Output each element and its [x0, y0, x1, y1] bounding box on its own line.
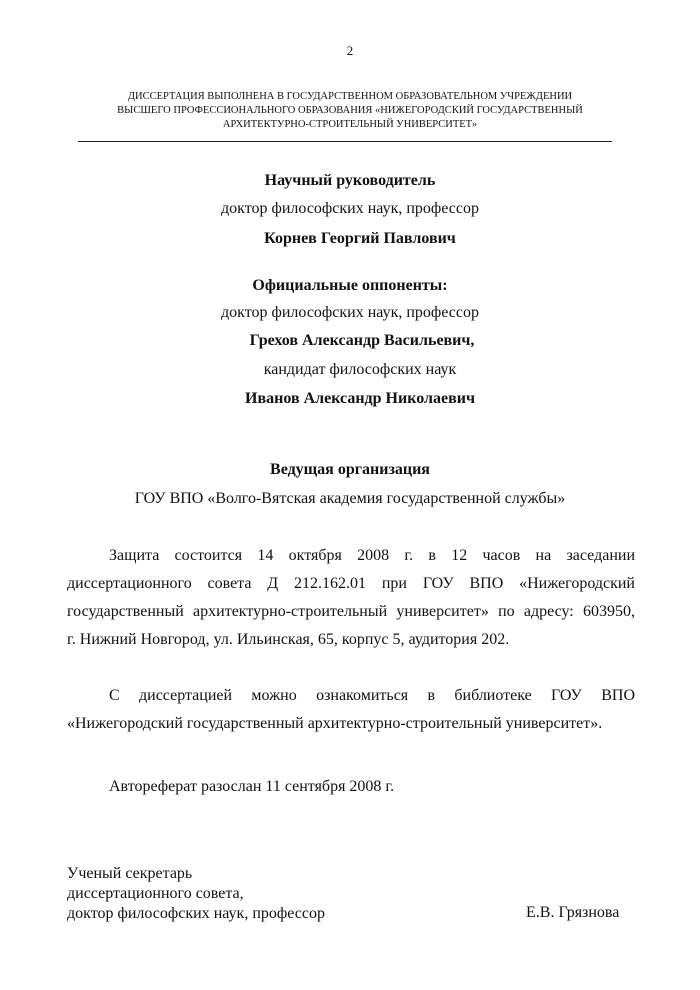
supervisor-name: Корнев Георгий Павлович [264, 230, 456, 247]
page-number: 2 [346, 43, 354, 58]
supervisor-heading: Научный руководитель [264, 172, 436, 189]
secretary-name: Е.В. Грязнова [526, 904, 620, 921]
institution-header [70, 90, 630, 132]
secretary-title: Ученый секретарь [67, 865, 193, 882]
opponent-degree: кандидат философских наук [263, 361, 457, 378]
supervisor-degree: доктор философских наук, профессор [221, 200, 479, 217]
defense-line: г. Нижний Новгород, ул. Ильинская, 65, корпус 5, аудитория 202. [67, 631, 510, 648]
secretary-block [67, 864, 325, 924]
defense-line: диссертационного совета Д 212.162.01 при ГОУ ВПО «Нижегородский [67, 575, 635, 592]
leading-org-name: ГОУ ВПО «Волго-Вятская академия государственной службы» [134, 490, 566, 507]
opponent-name: Грехов Александр Васильевич, [249, 332, 475, 349]
library-paragraph [67, 682, 635, 738]
defense-line: государственный архитектурно-строительный университет» по адресу: 603950, [67, 603, 635, 620]
secretary-title: диссертационного совета, [67, 885, 244, 902]
leading-org-heading: Ведущая организация [270, 461, 430, 478]
secretary-title: доктор философских наук, профессор [67, 905, 325, 922]
defense-line: Защита состоится 14 октября 2008 г. в 12 часов на заседании [109, 547, 635, 564]
header-line: ДИССЕРТАЦИЯ ВЫПОЛНЕНА В ГОСУДАРСТВЕННОМ ОБРАЗОВАТЕЛЬНОМ УЧРЕЖДЕНИИ [127, 91, 573, 102]
header-line: ВЫСШЕГО ПРОФЕССИОНАЛЬНОГО ОБРАЗОВАНИЯ «НИЖЕГОРОДСКИЙ ГОСУДАРСТВЕННЫЙ [117, 105, 583, 116]
header-divider [78, 141, 612, 142]
header-line: АРХИТЕКТУРНО-СТРОИТЕЛЬНЫЙ УНИВЕРСИТЕТ» [222, 119, 478, 130]
library-line: С диссертацией можно ознакомиться в библиотеке ГОУ ВПО [109, 687, 635, 704]
library-line: «Нижегородский государственный архитектурно-строительный университет». [67, 715, 603, 732]
distribution-line: Автореферат разослан 11 сентября 2008 г. [109, 778, 395, 795]
distribution-note [67, 773, 635, 801]
defense-paragraph [67, 542, 635, 654]
opponents-heading: Официальные оппоненты: [252, 277, 448, 294]
opponent-degree: доктор философских наук, профессор [221, 304, 479, 321]
opponent-name: Иванов Александр Николаевич [245, 390, 475, 407]
